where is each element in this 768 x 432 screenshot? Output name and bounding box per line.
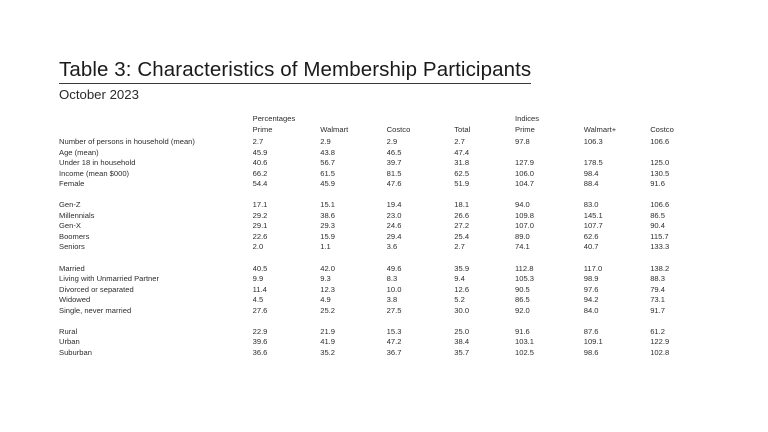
table-cell: 81.5	[386, 168, 402, 178]
table-row	[59, 221, 719, 232]
row-label: Living with Unmarried Partner	[59, 274, 160, 284]
table-cell: 109.1	[583, 337, 603, 347]
table-cell: 1.1	[320, 242, 331, 252]
row-label: Under 18 in household	[59, 158, 136, 168]
table-cell: 66.2	[252, 168, 268, 178]
table-row	[59, 274, 719, 285]
table-cell: 41.9	[320, 337, 335, 347]
table-cell: 25.0	[454, 326, 470, 336]
table-cell: 102.8	[650, 347, 670, 357]
column-header-idx-costco: Costco	[650, 125, 674, 134]
table-cell: 102.5	[515, 347, 535, 357]
row-label: Income (mean $000)	[59, 168, 130, 178]
row-label: Widowed	[59, 295, 91, 305]
row-label: Age (mean)	[59, 147, 99, 157]
table-cell: 106.6	[650, 137, 670, 146]
table-cell: 4.9	[320, 295, 331, 305]
table-cell: 91.6	[515, 326, 530, 336]
table-block-spacer-cell	[59, 253, 719, 264]
table-cell: 22.6	[252, 231, 268, 241]
table-cell: 18.1	[454, 200, 470, 210]
table-cell: 54.4	[252, 179, 268, 189]
table-cell: 29.3	[320, 221, 335, 231]
table-cell: 92.0	[515, 305, 530, 315]
table-block-spacer-cell	[59, 190, 719, 201]
table-group-header-row	[59, 114, 719, 125]
table-cell: 38.6	[320, 210, 335, 220]
row-label: Married	[59, 263, 85, 273]
row-label: Single, never married	[59, 305, 132, 315]
table-cell: 106.6	[650, 200, 670, 210]
table-cell: 97.8	[515, 137, 530, 146]
table-body	[59, 137, 719, 358]
table-cell: 47.4	[454, 147, 470, 157]
title-block	[59, 58, 699, 103]
table-cell: 83.0	[583, 200, 599, 210]
table-header	[59, 114, 719, 137]
table-cell: 61.2	[650, 326, 665, 336]
table-cell: 103.1	[515, 337, 535, 347]
group-header-percentages: Percentages	[252, 114, 296, 123]
table-cell: 40.7	[583, 242, 599, 252]
table-row	[59, 337, 719, 348]
table-cell: 178.5	[583, 158, 603, 168]
table-cell: 104.7	[515, 179, 535, 189]
table-cell: 145.1	[583, 210, 603, 220]
table-cell: 11.4	[252, 284, 267, 294]
table-row	[59, 348, 719, 359]
column-header-pct-costco: Costco	[386, 125, 411, 134]
page-subtitle: October 2023	[59, 87, 139, 102]
table-cell: 127.9	[515, 158, 535, 168]
table-cell: 45.9	[320, 179, 335, 189]
row-label: Urban	[59, 337, 80, 347]
table-block-spacer-cell	[59, 316, 719, 327]
column-header-pct-prime: Prime	[252, 125, 273, 134]
table-cell: 2.7	[454, 242, 465, 252]
table-block-spacer	[59, 190, 719, 201]
table-cell: 27.5	[386, 305, 402, 315]
table-cell: 91.6	[650, 179, 665, 189]
characteristics-table	[59, 114, 719, 358]
table-row	[59, 295, 719, 306]
table-cell: 51.9	[454, 179, 470, 189]
table-cell: 61.5	[320, 168, 335, 178]
table-cell: 35.9	[454, 263, 470, 273]
table-cell: 74.1	[515, 242, 530, 252]
table-cell: 94.0	[515, 200, 530, 210]
table-cell: 56.7	[320, 158, 335, 168]
table-cell: 91.7	[650, 305, 665, 315]
table-cell: 15.3	[386, 326, 402, 336]
table-block-spacer	[59, 253, 719, 264]
table-cell: 106.3	[583, 137, 603, 146]
table-row	[59, 327, 719, 338]
table-cell: 15.1	[320, 200, 335, 210]
table-cell	[515, 148, 584, 159]
table-cell: 39.6	[252, 337, 268, 347]
column-header-pct-walmart: Walmart	[320, 125, 349, 134]
row-label: Millennials	[59, 210, 95, 220]
table-row	[59, 148, 719, 159]
table-cell: 25.2	[320, 305, 335, 315]
table-cell: 138.2	[650, 263, 670, 273]
row-label: Divorced or separated	[59, 284, 134, 294]
table-row	[59, 137, 719, 148]
table-cell: 98.6	[583, 347, 599, 357]
table-row	[59, 211, 719, 222]
table-row	[59, 242, 719, 253]
table-cell: 115.7	[650, 231, 669, 241]
table-cell: 122.9	[650, 337, 670, 347]
table-row	[59, 306, 719, 317]
table-cell: 88.4	[583, 179, 599, 189]
table-cell: 47.6	[386, 179, 402, 189]
table-cell: 46.5	[386, 147, 402, 157]
table-cell: 35.7	[454, 347, 470, 357]
column-header-label	[59, 125, 253, 137]
table-row	[59, 179, 719, 190]
table-cell: 47.2	[386, 337, 402, 347]
table-cell: 125.0	[650, 158, 670, 168]
table-cell: 9.3	[320, 274, 331, 284]
table-cell: 130.5	[650, 168, 670, 178]
table-cell: 3.8	[386, 295, 398, 305]
table-cell: 86.5	[650, 210, 665, 220]
table-cell: 5.2	[454, 295, 465, 305]
table-cell: 90.5	[515, 284, 530, 294]
row-label: Boomers	[59, 231, 90, 241]
row-label: Number of persons in household (mean)	[59, 137, 195, 146]
table-cell: 12.3	[320, 284, 335, 294]
table-row	[59, 264, 719, 275]
table-cell: 2.9	[320, 137, 331, 146]
row-label: Rural	[59, 326, 78, 336]
table-cell: 62.5	[454, 168, 470, 178]
table-cell: 40.6	[252, 158, 268, 168]
table-cell: 35.2	[320, 347, 335, 357]
table-cell: 89.0	[515, 231, 530, 241]
table-cell: 25.4	[454, 231, 470, 241]
row-label: Female	[59, 179, 85, 189]
table-cell: 107.7	[583, 221, 603, 231]
table-cell: 73.1	[650, 295, 665, 305]
table-cell: 49.6	[386, 263, 402, 273]
table-cell: 17.1	[252, 200, 268, 210]
row-label: Gen-Z	[59, 200, 81, 210]
table-cell	[584, 148, 650, 159]
table-cell: 106.0	[515, 168, 535, 178]
table-cell: 90.4	[650, 221, 665, 231]
table-cell: 133.3	[650, 242, 670, 252]
table-cell: 105.3	[515, 274, 535, 284]
table-row	[59, 232, 719, 243]
table-cell: 3.6	[386, 242, 398, 252]
table-cell: 98.4	[583, 168, 599, 178]
table-cell: 9.4	[454, 274, 465, 284]
table-cell: 19.4	[386, 200, 402, 210]
column-header-pct-total: Total	[454, 125, 471, 134]
table-container	[59, 114, 719, 358]
row-label: Gen-X	[59, 221, 81, 231]
table-cell: 4.5	[252, 295, 264, 305]
group-header-spacer	[59, 114, 253, 125]
table-cell: 86.5	[515, 295, 530, 305]
group-header-indices: Indices	[515, 114, 540, 123]
table-cell: 112.8	[515, 263, 534, 273]
table-cell: 27.2	[454, 221, 470, 231]
table-cell: 87.6	[583, 326, 599, 336]
column-header-idx-walmartplus: Walmart+	[583, 125, 617, 134]
table-cell: 62.6	[583, 231, 599, 241]
table-cell	[650, 148, 719, 159]
table-cell: 29.4	[386, 231, 402, 241]
table-cell: 42.0	[320, 263, 335, 273]
row-label: Seniors	[59, 242, 85, 252]
table-cell: 2.7	[252, 137, 264, 146]
table-cell: 84.0	[583, 305, 599, 315]
table-cell: 40.5	[252, 263, 268, 273]
table-cell: 36.7	[386, 347, 402, 357]
table-cell: 107.0	[515, 221, 535, 231]
table-row	[59, 200, 719, 211]
column-header-idx-prime: Prime	[515, 125, 535, 134]
table-block-spacer	[59, 316, 719, 327]
table-cell: 45.9	[252, 147, 268, 157]
table-row	[59, 285, 719, 296]
table-cell: 2.9	[386, 137, 398, 146]
table-cell: 24.6	[386, 221, 402, 231]
table-cell: 38.4	[454, 337, 470, 347]
table-cell: 29.1	[252, 221, 268, 231]
table-cell: 23.0	[386, 210, 402, 220]
table-cell: 8.3	[386, 274, 398, 284]
table-cell: 27.6	[252, 305, 268, 315]
table-cell: 29.2	[252, 210, 268, 220]
table-cell: 10.0	[386, 284, 402, 294]
table-cell: 26.6	[454, 210, 470, 220]
table-cell: 2.0	[252, 242, 264, 252]
table-cell: 9.9	[252, 274, 264, 284]
table-cell: 36.6	[252, 347, 268, 357]
table-cell: 94.2	[583, 295, 599, 305]
table-cell: 31.8	[454, 158, 470, 168]
table-cell: 12.6	[454, 284, 470, 294]
table-cell: 30.0	[454, 305, 470, 315]
table-cell: 21.9	[320, 326, 335, 336]
table-cell: 97.6	[583, 284, 599, 294]
table-cell: 43.8	[320, 147, 335, 157]
page-title: Table 3: Characteristics of Membership Participants	[59, 58, 531, 84]
table-cell: 88.3	[650, 274, 665, 284]
table-cell: 117.0	[583, 263, 603, 273]
table-cell: 15.9	[320, 231, 335, 241]
table-column-header-row	[59, 125, 719, 137]
table-cell: 109.8	[515, 210, 535, 220]
table-cell: 22.9	[252, 326, 268, 336]
table-cell: 79.4	[650, 284, 665, 294]
table-row	[59, 158, 719, 169]
table-cell: 2.7	[454, 137, 465, 146]
row-label: Suburban	[59, 347, 92, 357]
table-cell: 98.9	[583, 274, 599, 284]
table-row	[59, 169, 719, 180]
table-cell: 39.7	[386, 158, 402, 168]
